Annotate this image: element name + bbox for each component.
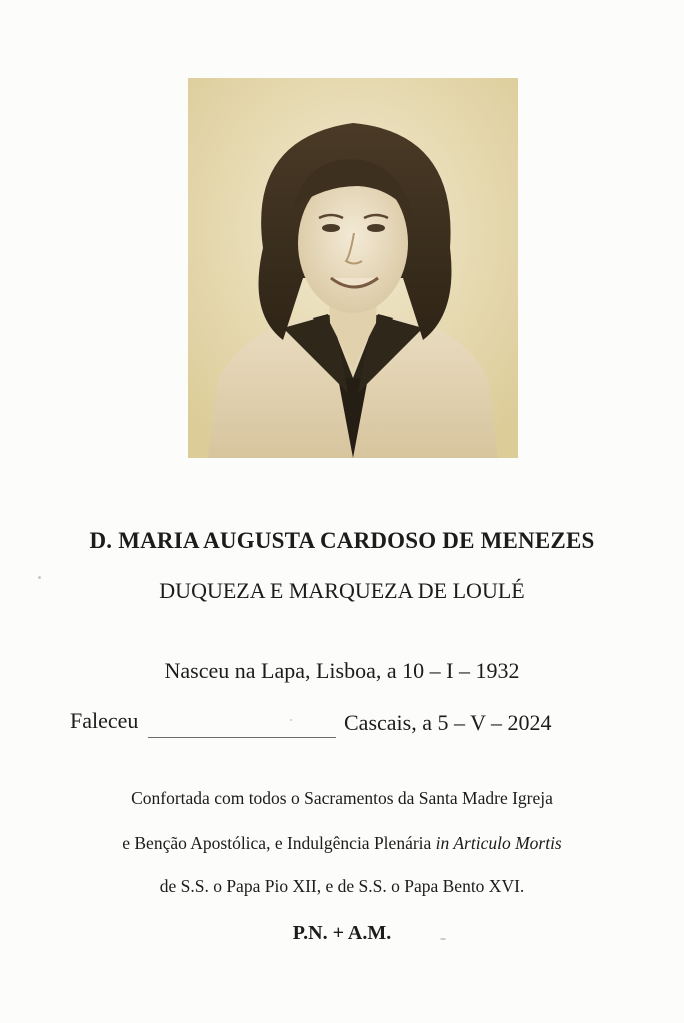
noble-title: DUQUEZA E MARQUEZA DE LOULÉ <box>159 578 525 603</box>
paper-speck <box>440 938 446 940</box>
death-line: Cascais, a 5 – V – 2024 <box>344 710 552 735</box>
paper-speck <box>290 719 292 721</box>
death-blank-underline <box>148 737 336 738</box>
paper-speck <box>38 576 41 579</box>
portrait-photo-icon <box>188 78 518 458</box>
death-label: Faleceu <box>70 708 139 733</box>
portrait-photo <box>188 78 518 458</box>
closing-initials: P.N. + A.M. <box>292 922 392 944</box>
deceased-name: D. MARIA AUGUSTA CARDOSO DE MENEZES <box>89 528 595 553</box>
sacraments-line-2 <box>0 833 684 854</box>
sacraments-line-3: de S.S. o Papa Pio XII, e de S.S. o Papa Bento XVI. <box>159 876 525 896</box>
birth-line: Nasceu na Lapa, Lisboa, a 10 – I – 1932 <box>164 658 520 683</box>
sacraments-line-2-text: e Benção Apostólica, e Indulgência Plenária <box>122 833 436 853</box>
sacraments-line-1: Confortada com todos o Sacramentos da Santa Madre Igreja <box>131 788 553 808</box>
articulo-mortis-italic: in Articulo Mortis <box>435 833 562 853</box>
